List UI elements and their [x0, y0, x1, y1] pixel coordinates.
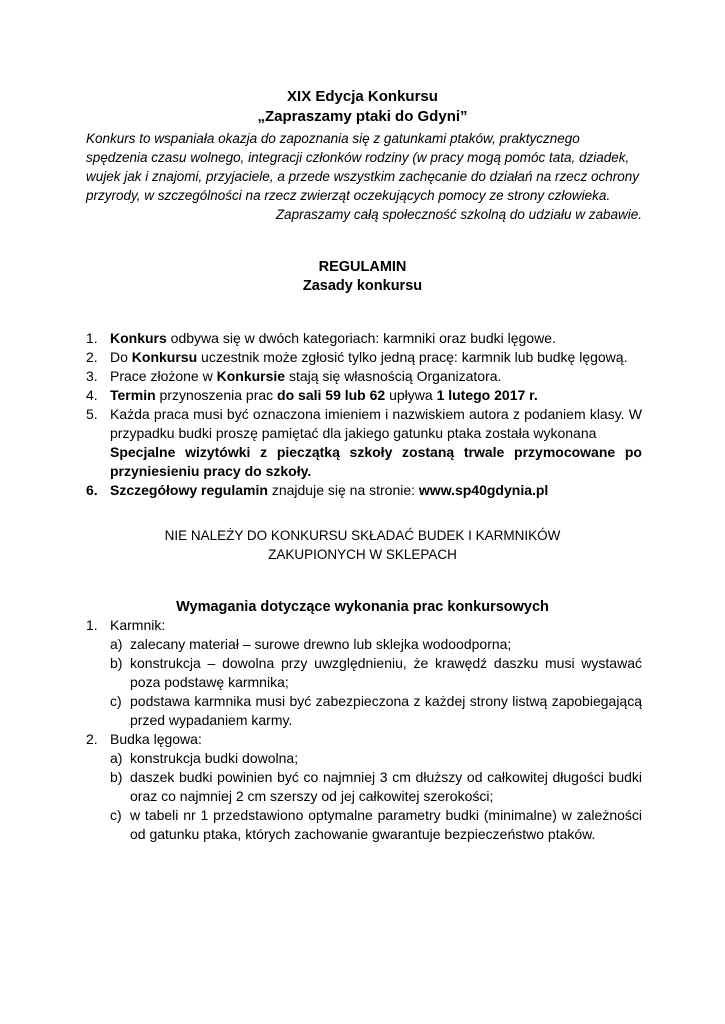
requirement-group: [86, 616, 642, 635]
rule-number: 1.: [86, 330, 98, 346]
requirement-item: [86, 654, 642, 692]
requirements-heading: Wymagania dotyczące wykonania prac konkursowych: [176, 599, 549, 615]
rule-bold: Konkursie: [216, 368, 286, 384]
title-edition: XIX Edycja Konkursu: [287, 88, 438, 105]
rule-number: 6.: [86, 482, 98, 498]
requirement-item: [86, 635, 642, 654]
intro-invitation: Zapraszamy całą społeczność szkolną do udziału w zabawie.: [275, 207, 642, 222]
intro-block: [86, 129, 642, 224]
regulamin-subheading: Zasady konkursu: [302, 278, 423, 294]
rule-number: 2.: [86, 349, 98, 365]
rule-item: [86, 386, 642, 405]
group-number: 1.: [86, 617, 98, 633]
notice-line: NIE NALEŻY DO KONKURSU SKŁADAĆ BUDEK I KARMNIKÓW: [164, 528, 561, 543]
group-number: 2.: [86, 731, 98, 747]
rule-text: upływa: [385, 387, 437, 403]
intro-paragraph: Konkurs to wspaniała okazja do zapoznania się z gatunkami ptaków, praktycznego spędzenia czasu wolnego, integracji członków rodziny (w pracy mogą pomóc tata, dziadek, wujek jak i znajomi, przyjaciele, a przede wszystkim zachęcanie do działań na rzecz ochrony przyrody, w szczególności na rzecz zwierząt oczekujących pomocy ze strony człowieka.: [86, 131, 639, 203]
regulamin-heading: REGULAMIN: [318, 259, 407, 275]
item-text: w tabeli nr 1 przedstawiono optymalne parametry budki (minimalne) w zależności od gatunku ptaka, których zachowanie gwarantuje bezpieczeństwo ptaków.: [130, 807, 642, 842]
requirement-group: [86, 730, 642, 749]
rule-item: [86, 329, 642, 348]
rule-text: uczestnik może zgłosić tylko jedną pracę: karmnik lub budkę lęgową.: [197, 349, 628, 365]
rule-text: stają się własnością Organizatora.: [285, 368, 502, 384]
rule-bold: Termin: [110, 387, 156, 403]
rule-text: odbywa się w dwóch kategoriach: karmniki oraz budki lęgowe.: [166, 330, 556, 346]
rule-bold: do sali 59 lub 62: [277, 387, 386, 403]
item-letter: c): [110, 693, 122, 709]
rule-text: przynoszenia prac: [155, 387, 278, 403]
group-label: Karmnik:: [110, 617, 166, 633]
rule-bold: 1 lutego 2017 r.: [436, 387, 538, 403]
rule-text: Do: [110, 349, 132, 365]
item-text: daszek budki powinien być co najmniej 3 cm dłuższy od całkowitej długości budki oraz co najmniej 2 cm szerszy od jej całkowitej szerokości;: [130, 769, 642, 804]
rule-item: [86, 367, 642, 386]
requirement-item: [86, 692, 642, 730]
rule-number: 5.: [86, 406, 98, 422]
rules-list: [86, 329, 642, 500]
rule-text: znajduje się na stronie:: [267, 482, 419, 498]
item-text: zalecany materiał – surowe drewno lub sklejka wodoodporna;: [130, 636, 512, 652]
requirements-list: [86, 616, 642, 844]
requirement-item: [86, 806, 642, 844]
requirement-item: [86, 768, 642, 806]
rule-bold: Konkurs: [110, 330, 167, 346]
item-letter: a): [110, 750, 123, 766]
rule-text: Każda praca musi być oznaczona imieniem i nazwiskiem autora z podaniem klasy. W przypadku budki proszę pamiętać dla jakiego gatunku ptaka została wykonana: [110, 406, 642, 441]
item-letter: a): [110, 636, 123, 652]
website-link[interactable]: www.sp40gdynia.pl: [418, 482, 549, 498]
rule-number: 3.: [86, 368, 98, 384]
rule-bold: Szczegółowy regulamin: [110, 482, 268, 498]
item-text: podstawa karmnika musi być zabezpieczona z każdej strony listwą zapobiegającą przed wypadaniem karmy.: [130, 693, 642, 728]
item-letter: c): [110, 807, 122, 823]
rule-bold: Konkursu: [131, 349, 198, 365]
rule-item: [86, 348, 642, 367]
title-contest-name: „Zapraszamy ptaki do Gdyni”: [257, 108, 468, 125]
item-letter: b): [110, 769, 123, 785]
document-title: [0, 87, 725, 127]
item-text: konstrukcja – dowolna przy uwzględnieniu, że krawędź daszku musi wystawać poza podstawę karmnika;: [130, 655, 642, 690]
notice-line: ZAKUPIONYCH W SKLEPACH: [268, 547, 457, 562]
item-text: konstrukcja budki dowolna;: [130, 750, 299, 766]
item-letter: b): [110, 655, 123, 671]
rule-text: Prace złożone w: [110, 368, 217, 384]
rule-bold: Specjalne wizytówki z pieczątką szkoły zostaną trwale przymocowane po przyniesieniu pracy do szkoły.: [110, 444, 642, 479]
rule-item: [86, 481, 642, 500]
requirement-item: [86, 749, 642, 768]
rule-item: [86, 405, 642, 481]
notice-block: [0, 526, 725, 564]
rule-number: 4.: [86, 387, 98, 403]
group-label: Budka lęgowa:: [110, 731, 202, 747]
